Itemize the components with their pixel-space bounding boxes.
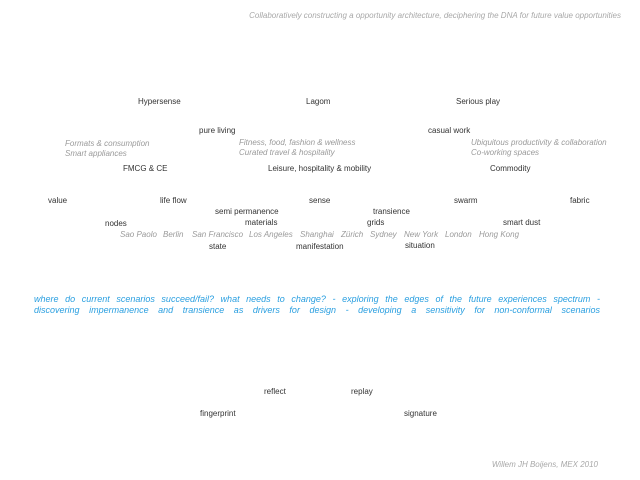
- concept-swarm: swarm: [454, 196, 478, 205]
- concept-materials: materials: [245, 218, 278, 227]
- leisure-notes: [239, 138, 356, 158]
- commodity-notes: [471, 138, 607, 158]
- city: Hong Kong: [479, 230, 520, 239]
- sector-leisure: Leisure, hospitality & mobility: [268, 164, 372, 173]
- fmcg-notes: [65, 139, 149, 159]
- city: Zürich: [341, 230, 364, 239]
- concept-semi-permanence: semi permanence: [215, 207, 279, 216]
- tagline-line: where do current scenarios succeed/fail? what needs to change? - exploring the edges of the future experiences spectrum -: [34, 294, 600, 304]
- city: London: [445, 230, 472, 239]
- concept-manifestation: manifestation: [296, 242, 344, 251]
- tagline: [34, 294, 600, 316]
- footer-credit: Willem JH Boijens, MEX 2010: [491, 460, 598, 469]
- tier-serious-play: Serious play: [456, 97, 501, 106]
- sector-fmcg: FMCG & CE: [123, 164, 168, 173]
- concept-life-flow: life flow: [160, 196, 187, 205]
- concept-sense: sense: [309, 196, 331, 205]
- concept-nodes: nodes: [105, 219, 127, 228]
- leisure-note: Curated travel & hospitality: [239, 148, 335, 157]
- sector-commodity: Commodity: [490, 164, 531, 173]
- tagline-line: discovering impermanence and transience as drivers for design - developing a sensitivity for non-conformal scenarios: [34, 305, 600, 315]
- action-fingerprint: fingerprint: [200, 409, 236, 418]
- fmcg-note: Smart appliances: [65, 149, 127, 158]
- header-text: Collaboratively constructing a opportunity architecture, deciphering the DNA for future value opportunities: [249, 11, 621, 20]
- leisure-note: Fitness, food, fashion & wellness: [239, 138, 356, 147]
- commodity-note: Ubiquitous productivity & collaboration: [471, 138, 607, 147]
- fmcg-note: Formats & consumption: [65, 139, 150, 148]
- action-reflect: reflect: [264, 387, 286, 396]
- concept-grids: grids: [367, 218, 385, 227]
- city: Los Angeles: [249, 230, 293, 239]
- concept-fabric: fabric: [570, 196, 590, 205]
- commodity-note: Co-working spaces: [471, 148, 540, 157]
- tier-lagom: Lagom: [306, 97, 331, 106]
- city: San Francisco: [192, 230, 244, 239]
- concept-transience: transience: [373, 207, 410, 216]
- city: Shanghai: [300, 230, 334, 239]
- action-signature: signature: [404, 409, 437, 418]
- concept-state: state: [209, 242, 227, 251]
- theme-casual-work: casual work: [428, 126, 471, 135]
- tier-hypersense: Hypersense: [138, 97, 181, 106]
- city: New York: [404, 230, 439, 239]
- city: Sydney: [370, 230, 397, 239]
- concept-smart-dust: smart dust: [503, 218, 541, 227]
- city: Sao Paolo: [120, 230, 157, 239]
- action-replay: replay: [351, 387, 373, 396]
- city: Berlin: [163, 230, 184, 239]
- concept-value: value: [48, 196, 68, 205]
- concept-situation: situation: [405, 241, 435, 250]
- theme-pure-living: pure living: [199, 126, 236, 135]
